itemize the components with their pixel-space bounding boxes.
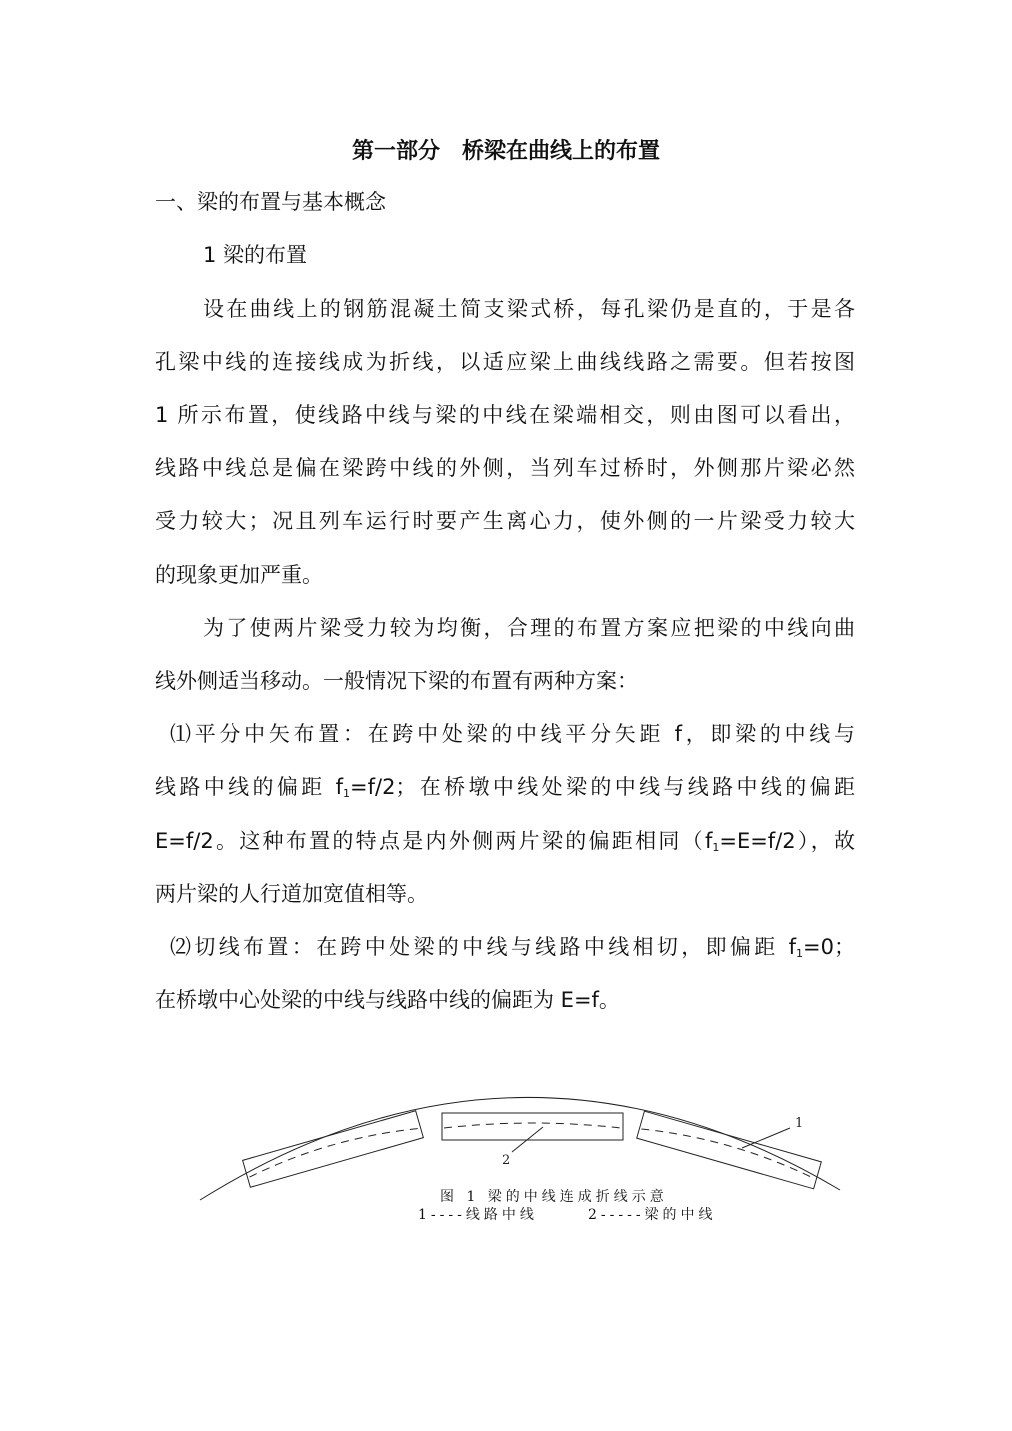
- para1-line-2: 孔梁中线的连接线成为折线，以适应梁上曲线线路之需要。但若按图: [155, 350, 855, 374]
- girder-right: [637, 1111, 822, 1189]
- leader-line-1: [742, 1128, 790, 1148]
- page-title: 第一部分 桥梁在曲线上的布置: [351, 138, 661, 164]
- figure-legend-1: 1----线路中线: [418, 1207, 538, 1223]
- para1-line-3: 1 所示布置，使线路中线与梁的中线在梁端相交，则由图可以看出，: [155, 403, 855, 427]
- figure-legend-2: 2-----梁的中线: [588, 1207, 717, 1223]
- para2-line-1: 为了使两片梁受力较为均衡，合理的布置方案应把梁的中线向曲: [203, 616, 855, 640]
- para3-line-3: E=f/2。这种布置的特点是内外侧两片梁的偏距相同$(f_1=E=f/2)$，故: [155, 829, 855, 854]
- girder-left: [243, 1111, 424, 1188]
- para4-line-2: 在桥墩中心处梁的中线与线路中线的偏距为 E=f。: [155, 988, 620, 1012]
- para1-line-5: 受力较大；况且列车运行时要产生离心力，使外侧的一片梁受力较大: [155, 509, 855, 533]
- figure-label-1: 1: [795, 1116, 804, 1131]
- para3-line-4: 两片梁的人行道加宽值相等。: [155, 882, 428, 906]
- para2-line-2: 线外侧适当移动。一般情况下梁的布置有两种方案：: [155, 669, 638, 693]
- para4-line-1: ⑵切线布置：在跨中处梁的中线与线路中线相切，即偏距 $f_1=0$；: [170, 935, 855, 960]
- para1-line-4: 线路中线总是偏在梁跨中线的外侧，当列车过桥时，外侧那片梁必然: [155, 456, 855, 480]
- figure-caption: 图 1 梁的中线连成折线示意: [440, 1189, 668, 1205]
- figure-label-2: 2: [502, 1153, 511, 1168]
- para3-line-2: 线路中线的偏距 $f_1=f/2$；在桥墩中线处梁的中线与线路中线的偏距: [155, 775, 855, 800]
- subsection-heading: 1 梁的布置: [203, 243, 308, 267]
- para1-line-1: 设在曲线上的钢筋混凝土简支梁式桥，每孔梁仍是直的，于是各: [203, 297, 855, 321]
- section-heading: 一、梁的布置与基本概念: [155, 190, 386, 214]
- para1-line-6: 的现象更加严重。: [155, 563, 323, 587]
- para3-line-1: ⑴平分中矢布置：在跨中处梁的中线平分矢距 f，即梁的中线与: [170, 722, 855, 746]
